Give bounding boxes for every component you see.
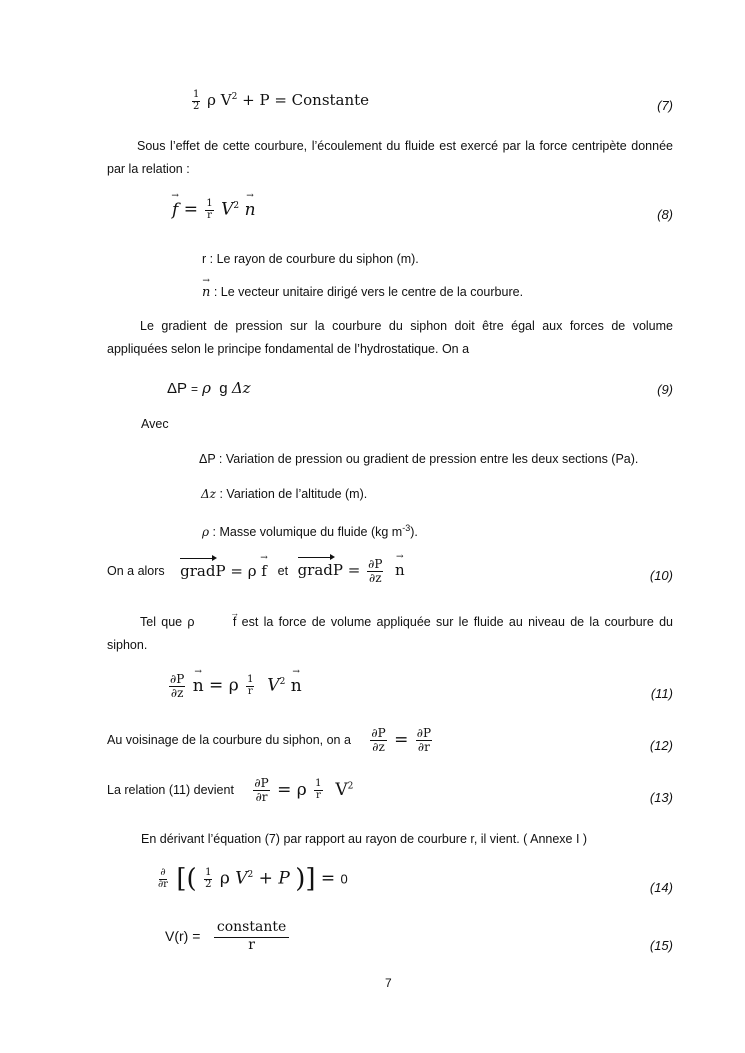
equation-number-9: (9)	[657, 382, 673, 397]
fraction: $\frac{1}{2}$	[193, 89, 200, 112]
definition-r: r : Le rayon de courbure du siphon (m).	[202, 252, 419, 266]
equation-15: V(r) = $\frac{\text{constante}}{r}$	[165, 920, 291, 952]
definition-rho: ρ : Masse volumique du fluide (kg $m^{-3}$).	[202, 523, 418, 540]
equation-number-8: (8)	[657, 207, 673, 222]
definition-n: → n : Le vecteur unitaire dirigé vers le centre de la courbure.	[202, 285, 523, 300]
fraction: $\frac{\partial P}{\partial r}$	[254, 776, 269, 804]
fraction: $\frac{\partial P}{\partial r}$	[416, 726, 432, 754]
definition-delta-p: ΔP : Variation de pression ou gradient de pression entre les deux sections (Pa).	[199, 452, 639, 466]
paragraph-4: En dérivant l’équation (7) par rapport au rayon de courbure r, il vient. ( Annexe I )	[141, 832, 588, 846]
avec-label: Avec	[141, 417, 169, 431]
equation-number-11: (11)	[650, 686, 673, 701]
equation-number-10: (10)	[649, 568, 673, 583]
equation-number-13: (13)	[649, 790, 673, 805]
fraction: $\frac{\partial P}{\partial z}$	[368, 557, 383, 585]
fraction: $\frac{\partial}{\partial r}$	[158, 867, 168, 890]
equation-13: La relation (11) devient $\frac{\partial P}{\partial r}$ = ρ $\frac{1}{r}$ $V^2$	[107, 776, 354, 804]
paragraph-3: Tel que ρ → f est la force de volume appliquée sur le fluide au niveau de la courbure du siphon.	[107, 611, 673, 657]
equation-9: ΔP = ρ g Δz	[167, 379, 251, 397]
equation-number-12: (12)	[649, 738, 673, 753]
equation-number-7: (7)	[657, 98, 673, 113]
equation-12: Au voisinage de la courbure du siphon, on a $\frac{\partial P}{\partial z}$ = $\frac{\partial P}{\partial r}$	[107, 726, 432, 754]
fraction: $\frac{\partial P}{\partial z}$	[170, 672, 185, 700]
paragraph-1: Sous l’effet de cette courbure, l’écoulement du fluide est exercé par la force centripète donnée par la relation :	[107, 139, 673, 176]
definition-delta-z: Δz : Variation de l’altitude (m).	[201, 487, 368, 501]
equation-14: $\frac{\partial}{\partial r}$ [( $\frac{1}{2}$ ρ $V^2 + P$ )] = 0	[158, 864, 348, 894]
equation-7: $\frac{1}{2}$ ρ $V^2 + P$ = Constante	[193, 89, 370, 112]
equation-8: → f = $\frac{1}{r}$ $V^2 \to n$	[172, 199, 256, 221]
equation-number-15: (15)	[649, 938, 673, 953]
fraction: $\frac{1}{r}$	[315, 778, 322, 801]
equation-10: On a alors gradP = ρ → f et gradP = $\frac{\partial P}{\partial z}$ → n	[107, 558, 405, 584]
fraction: $\frac{\text{constante}}{r}$	[214, 920, 289, 952]
fraction: $\frac{1}{r}$	[206, 198, 213, 221]
equation-number-14: (14)	[649, 880, 673, 895]
fraction: $\frac{1}{r}$	[247, 674, 254, 697]
page-number: 7	[385, 976, 392, 990]
equation-11: $\frac{\partial P}{\partial z}$ → n = ρ $\frac{1}{r}$ $V^2 \to n$	[167, 673, 302, 699]
fraction: $\frac{1}{2}$	[205, 867, 212, 890]
paragraph-2: Le gradient de pression sur la courbure du siphon doit être égal aux forces de volume appliquées selon le principe fondamental de l’hydrostatique. On a	[107, 319, 673, 356]
fraction: $\frac{\partial P}{\partial z}$	[371, 726, 386, 754]
